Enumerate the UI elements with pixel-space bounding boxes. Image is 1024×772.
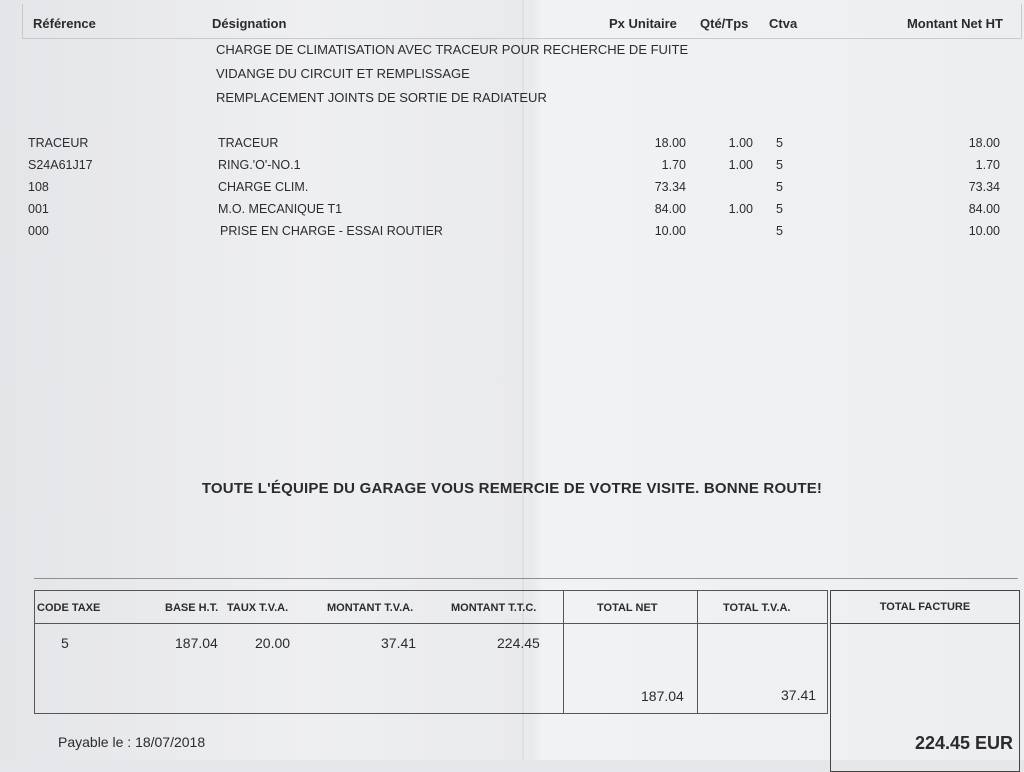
item-ctva: 5 xyxy=(776,158,783,172)
item-designation: M.O. MECANIQUE T1 xyxy=(218,202,343,216)
header-total-tva: TOTAL T.V.A. xyxy=(723,602,791,614)
item-designation: RING.'O'-NO.1 xyxy=(218,158,301,172)
item-unit-price: 84.00 xyxy=(654,202,686,216)
item-reference: S24A61J17 xyxy=(28,158,93,172)
item-quantity: 1.00 xyxy=(728,202,753,216)
item-unit-price: 10.00 xyxy=(654,224,686,238)
montant-tva-value: 37.41 xyxy=(381,635,417,651)
item-amount: 18.00 xyxy=(968,136,1000,150)
total-facture-box xyxy=(830,590,1020,772)
item-unit-price: 1.70 xyxy=(661,158,686,172)
line-item xyxy=(0,158,1024,178)
table-header xyxy=(22,4,1022,39)
item-quantity: 1.00 xyxy=(728,158,753,172)
line-item xyxy=(0,180,1024,200)
item-amount: 10.00 xyxy=(968,224,1000,238)
tax-code: 5 xyxy=(61,635,69,651)
item-designation: CHARGE CLIM. xyxy=(218,180,309,194)
line-item xyxy=(0,224,1024,244)
payable-date: 18/07/2018 xyxy=(135,734,206,750)
header-ctva: Ctva xyxy=(769,16,798,31)
divider xyxy=(34,578,1018,579)
tax-summary-table xyxy=(34,590,828,714)
item-amount: 84.00 xyxy=(968,202,1000,216)
item-unit-price: 73.34 xyxy=(654,180,686,194)
item-reference: TRACEUR xyxy=(28,136,89,150)
total-net-value: 187.04 xyxy=(641,688,684,704)
item-ctva: 5 xyxy=(776,180,783,194)
column-divider xyxy=(563,591,564,713)
item-designation: TRACEUR xyxy=(218,136,279,150)
item-ctva: 5 xyxy=(776,202,783,216)
header-px-unitaire: Px Unitaire xyxy=(609,16,677,31)
header-taux-tva: TAUX T.V.A. xyxy=(227,602,289,614)
header-montant-tva: MONTANT T.V.A. xyxy=(327,602,414,614)
header-qte-tps: Qté/Tps xyxy=(700,16,749,31)
column-divider xyxy=(697,591,698,713)
taux-tva-value: 20.00 xyxy=(255,635,291,651)
item-amount: 73.34 xyxy=(968,180,1000,194)
line-item xyxy=(0,202,1024,222)
payable-label: Payable le : xyxy=(58,734,132,750)
header-montant-ttc: MONTANT T.T.C. xyxy=(451,602,537,614)
total-facture-amount: 224.45 EUR xyxy=(914,733,1013,753)
header-reference: Référence xyxy=(33,16,96,31)
item-designation: PRISE EN CHARGE - ESSAI ROUTIER xyxy=(220,224,443,238)
header-montant-net-ht: Montant Net HT xyxy=(906,16,1003,31)
thank-you-message: TOUTE L'ÉQUIPE DU GARAGE VOUS REMERCIE DE VOTRE VISITE. BONNE ROUTE! xyxy=(201,480,823,497)
header-code-taxe: CODE TAXE xyxy=(37,602,101,614)
total-facture-label: TOTAL FACTURE xyxy=(831,591,1019,624)
item-quantity: 1.00 xyxy=(728,136,753,150)
item-reference: 000 xyxy=(28,224,49,238)
tax-summary-header xyxy=(35,591,827,624)
service-description: REMPLACEMENT JOINTS DE SORTIE DE RADIATEUR xyxy=(216,90,547,105)
item-reference: 108 xyxy=(28,180,49,194)
payable-date-line xyxy=(58,734,205,750)
item-reference: 001 xyxy=(28,202,49,216)
total-tva-value: 37.41 xyxy=(781,687,817,703)
line-item xyxy=(0,136,1024,156)
item-ctva: 5 xyxy=(776,224,783,238)
service-description: CHARGE DE CLIMATISATION AVEC TRACEUR POUR RECHERCHE DE FUITE xyxy=(216,42,689,57)
base-ht-value: 187.04 xyxy=(175,635,218,651)
item-amount: 1.70 xyxy=(975,158,1000,172)
montant-ttc-value: 224.45 xyxy=(497,635,540,651)
header-designation: Désignation xyxy=(212,16,287,31)
header-total-net: TOTAL NET xyxy=(597,602,658,614)
item-ctva: 5 xyxy=(776,136,783,150)
item-unit-price: 18.00 xyxy=(654,136,686,150)
service-description: VIDANGE DU CIRCUIT ET REMPLISSAGE xyxy=(216,66,470,81)
header-base-ht: BASE H.T. xyxy=(165,602,219,614)
